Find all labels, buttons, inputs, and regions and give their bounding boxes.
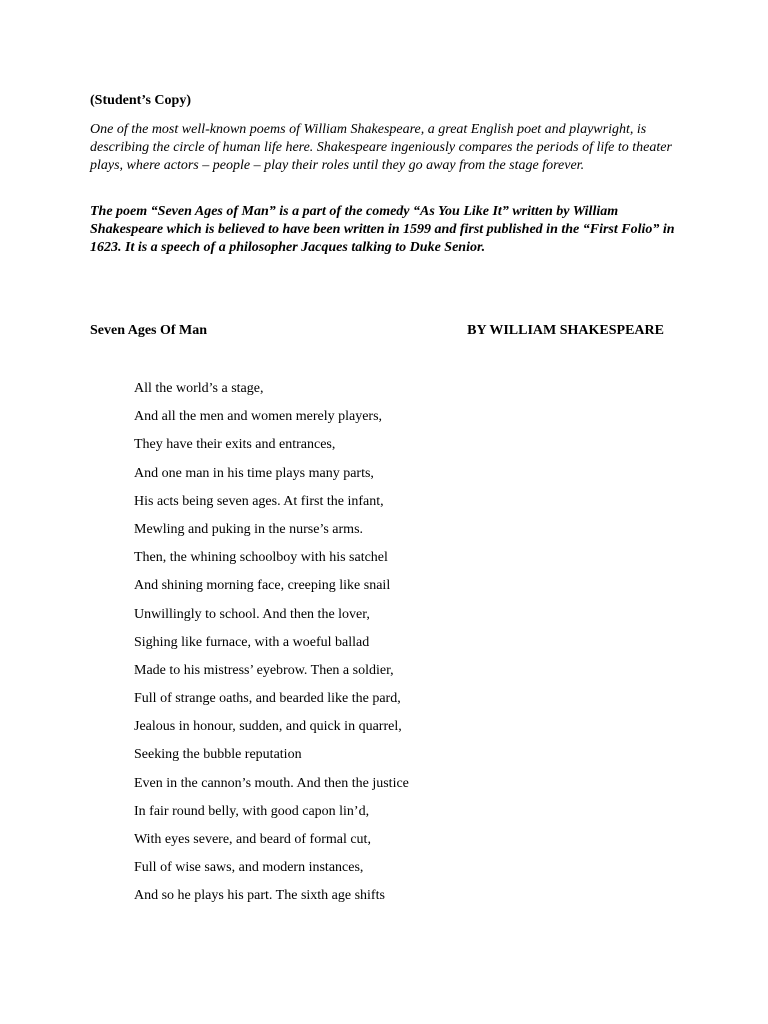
poem-line: Mewling and puking in the nurse’s arms.	[134, 521, 364, 537]
intro-paragraph: One of the most well-known poems of William Shakespeare, a great English poet and playwright, is describing the circle of human life here. Shakespeare ingeniously compares the periods of life to theater plays, where actors – people – play their roles until they go away from the stage forever.	[90, 122, 672, 173]
poem-line: Full of wise saws, and modern instances,	[134, 860, 364, 876]
poem-lines	[134, 379, 409, 915]
poem-line: Full of strange oaths, and bearded like the pard,	[134, 691, 401, 707]
poem-line: Jealous in honour, sudden, and quick in quarrel,	[134, 719, 402, 735]
poem-title-row	[90, 323, 664, 339]
poem-title: Seven Ages Of Man	[90, 323, 208, 338]
poem-line: With eyes severe, and beard of formal cut,	[134, 832, 371, 847]
poem-line: And all the men and women merely players,	[134, 409, 383, 425]
poem-line: Sighing like furnace, with a woeful ballad	[134, 634, 370, 650]
poem-line: In fair round belly, with good capon lin’d,	[134, 803, 370, 819]
poem-line: Unwillingly to school. And then the lover,	[134, 606, 370, 622]
poem-line: They have their exits and entrances,	[134, 437, 336, 453]
poem-line: And shining morning face, creeping like snail	[134, 578, 391, 594]
poem-line: And so he plays his part. The sixth age shifts	[134, 888, 385, 904]
poem-author: BY WILLIAM SHAKESPEARE	[467, 323, 664, 338]
poem-line: And one man in his time plays many parts,	[134, 465, 374, 481]
poem-line: Seeking the bubble reputation	[134, 747, 302, 763]
poem-line: All the world’s a stage,	[134, 381, 264, 396]
poem-line: Made to his mistress’ eyebrow. Then a soldier,	[134, 662, 394, 678]
poem-line: Even in the cannon’s mouth. And then the justice	[134, 775, 409, 791]
poem-line: Then, the whining schoolboy with his satchel	[134, 550, 388, 566]
background-paragraph: The poem “Seven Ages of Man” is a part of the comedy “As You Like It” written by William Shakespeare which is believed to have been written in 1599 and first published in the “First Folio” in 1623. It is a speech of a philosopher Jacques talking to Duke Senior.	[90, 204, 675, 255]
poem-line: His acts being seven ages. At first the infant,	[134, 493, 384, 509]
students-copy-label: (Student’s Copy)	[90, 93, 191, 108]
